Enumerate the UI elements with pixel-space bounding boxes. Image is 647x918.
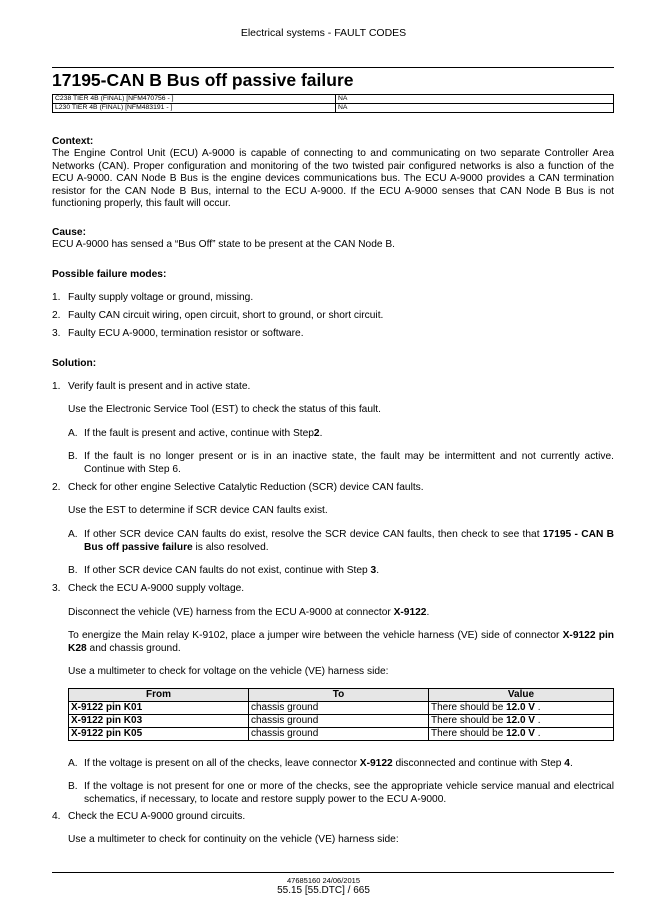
table-row — [69, 715, 614, 728]
applicability-table — [52, 94, 614, 113]
option-text: If other SCR device CAN faults do exist, resolve the SCR device CAN faults, then check to see that 17195 - CAN B Bus off passive failure is also resolved. — [84, 529, 614, 553]
value-cell: There should be 12.0 V . — [429, 728, 614, 741]
step-text: Check for other engine Selective Catalytic Reduction (SCR) device CAN faults. — [68, 482, 424, 493]
option-text: If the voltage is present on all of the checks, leave connector X-9122 disconnected and continue with Step 4. — [84, 758, 573, 769]
page-number: 55.15 [55.DTC] / 665 — [277, 885, 370, 896]
step-instruction: Use a multimeter to check for continuity on the vehicle (VE) harness side: — [68, 834, 399, 845]
step-text: Check the ECU A-9000 ground circuits. — [68, 811, 246, 822]
cause-heading: Cause: — [52, 227, 86, 238]
option-letter: A. — [68, 758, 78, 769]
value-cell: NA — [336, 95, 614, 104]
step-number: 4. — [52, 811, 61, 822]
page-title: 17195-CAN B Bus off passive failure — [52, 70, 354, 90]
to-cell: chassis ground — [249, 702, 429, 715]
option-letter: B. — [68, 565, 78, 576]
from-cell: X-9122 pin K01 — [69, 702, 249, 715]
to-cell: chassis ground — [249, 715, 429, 728]
value-cell: NA — [336, 104, 614, 113]
option-text: If other SCR device CAN faults do not exist, continue with Step 3. — [84, 565, 380, 576]
from-cell: X-9122 pin K05 — [69, 728, 249, 741]
value-cell: There should be 12.0 V . — [429, 702, 614, 715]
step-number: 3. — [52, 583, 61, 594]
list-number: 3. — [52, 328, 61, 339]
step-number: 2. — [52, 482, 61, 493]
list-item: Faulty ECU A-9000, termination resistor or software. — [68, 328, 304, 339]
step-instruction: To energize the Main relay K-9102, place a jumper wire between the vehicle harness (VE) side of connector X-9122 pin K28 and chassis ground. — [68, 630, 614, 654]
step-text: Check the ECU A-9000 supply voltage. — [68, 583, 245, 594]
step-instruction: Disconnect the vehicle (VE) harness from the ECU A-9000 at connector X-9122. — [68, 607, 430, 618]
list-item: Faulty CAN circuit wiring, open circuit, short to ground, or short circuit. — [68, 310, 384, 321]
step-number: 1. — [52, 381, 61, 392]
footer-rule — [52, 872, 614, 873]
from-cell: X-9122 pin K03 — [69, 715, 249, 728]
table-row — [53, 104, 614, 113]
to-cell: chassis ground — [249, 728, 429, 741]
step-text: Verify fault is present and in active state. — [68, 381, 251, 392]
step-instruction: Use a multimeter to check for voltage on the vehicle (VE) harness side: — [68, 666, 389, 677]
page-header: Electrical systems - FAULT CODES — [240, 27, 407, 39]
option-text: If the fault is no longer present or is in an inactive state, the fault may be intermittent and not currently active. Continue with Step 6. — [84, 451, 614, 475]
table-row — [69, 702, 614, 715]
context-text: The Engine Control Unit (ECU) A-9000 is capable of connecting to and communicating on two separate Controller Area Networks (CAN). Proper configuration and monitoring of the two twisted pair configured networks is also a function of the ECU A-9000. CAN Node B Bus is the engine devices communications bus. The ECU A-9000 provides a CAN termination resistor for the CAN Node B Bus, internal to the ECU A-9000. If the ECU A-9000 senses that CAN Node B Bus is not functioning properly, this fault will occur. — [52, 148, 614, 210]
document-number: 47685160 24/06/2015 — [287, 876, 360, 885]
model-cell: L230 TIER 4B (FINAL) [NFM483191 - ] — [53, 104, 336, 113]
option-letter: A. — [68, 428, 78, 439]
step-instruction: Use the Electronic Service Tool (EST) to check the status of this fault. — [68, 404, 381, 415]
list-number: 1. — [52, 292, 61, 303]
option-text: If the fault is present and active, continue with Step2. — [84, 428, 323, 439]
table-row — [69, 728, 614, 741]
list-number: 2. — [52, 310, 61, 321]
option-letter: A. — [68, 529, 78, 540]
column-header: Value — [429, 689, 614, 702]
step-instruction: Use the EST to determine if SCR device CAN faults exist. — [68, 505, 328, 516]
cause-text: ECU A-9000 has sensed a “Bus Off” state to be present at the CAN Node B. — [52, 239, 395, 250]
voltage-check-table — [68, 688, 614, 741]
option-letter: B. — [68, 451, 78, 462]
failure-modes-heading: Possible failure modes: — [52, 269, 167, 280]
list-item: Faulty supply voltage or ground, missing. — [68, 292, 254, 303]
model-cell: C238 TIER 4B (FINAL) [NFM470756 - ] — [53, 95, 336, 104]
option-letter: B. — [68, 781, 78, 792]
option-text: If the voltage is not present for one or more of the checks, see the appropriate vehicle service manual and electrical schematics, if necessary, to locate and restore supply power to the ECU A-9000. — [84, 781, 614, 805]
table-row — [53, 95, 614, 104]
table-header-row — [69, 689, 614, 702]
title-rule — [52, 67, 614, 68]
column-header: To — [249, 689, 429, 702]
solution-heading: Solution: — [52, 358, 97, 369]
column-header: From — [69, 689, 249, 702]
context-heading: Context: — [52, 136, 94, 147]
value-cell: There should be 12.0 V . — [429, 715, 614, 728]
